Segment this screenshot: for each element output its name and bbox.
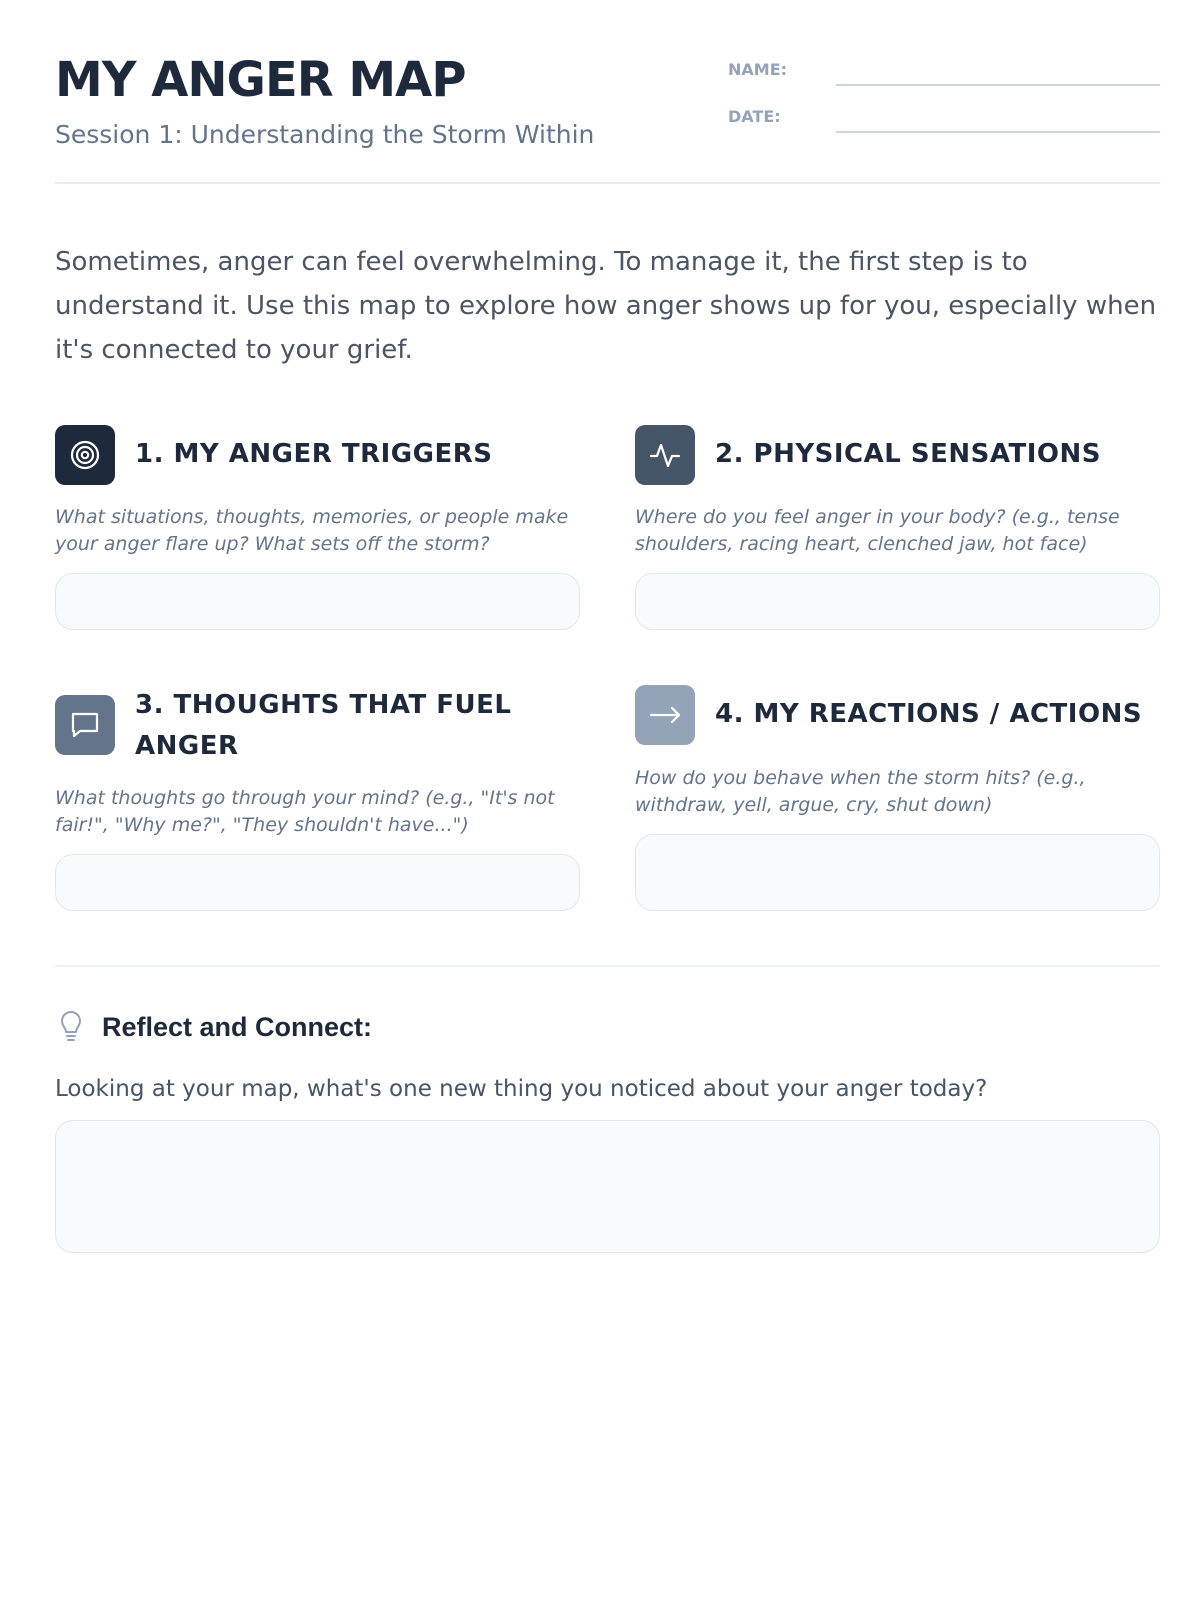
target-icon [55,425,115,485]
name-line[interactable] [836,84,1160,86]
date-field[interactable] [728,107,1160,137]
name-label: NAME: [728,60,788,79]
section-title: 3. THOUGHTS THAT FUEL ANGER [135,690,512,761]
speech-bubble-icon [55,695,115,755]
worksheet-page [55,0,1160,1600]
section-title: 1. MY ANGER TRIGGERS [135,439,493,469]
section-prompt: What situations, thoughts, memories, or people make your anger flare up? What sets off the storm? [55,506,569,555]
page-subtitle: Session 1: Understanding the Storm Within [55,120,595,149]
arrow-right-icon [635,685,695,745]
section-prompt: Where do you feel anger in your body? (e.g., tense shoulders, racing heart, clenched jaw, hot face) [635,506,1120,555]
reflect-question: Looking at your map, what's one new thing you noticed about your anger today? [55,1076,988,1102]
header-divider [55,182,1160,184]
date-label: DATE: [728,107,781,126]
triggers-answer-box[interactable] [55,573,580,630]
section-prompt: How do you behave when the storm hits? (e.g., withdraw, yell, argue, cry, shut down) [635,767,1086,816]
reflect-title: Reflect and Connect: [102,1012,373,1042]
reactions-answer-box[interactable] [635,834,1160,911]
lightbulb-icon [55,1010,87,1044]
pulse-icon [635,425,695,485]
reflect-answer-box[interactable] [55,1120,1160,1253]
sensations-answer-box[interactable] [635,573,1160,630]
section-title: 2. PHYSICAL SENSATIONS [715,439,1101,469]
date-line[interactable] [836,131,1160,133]
section-prompt: What thoughts go through your mind? (e.g., "It's not fair!", "Why me?", "They shouldn't have...") [55,787,555,836]
page-title: MY ANGER MAP [55,52,466,108]
intro-text: Sometimes, anger can feel overwhelming. To manage it, the first step is to understand it. Use this map to explore how anger shows up for you, especially when it's connected to your grief. [55,247,1157,365]
section-title: 4. MY REACTIONS / ACTIONS [715,699,1143,729]
section-divider [55,965,1160,967]
thoughts-answer-box[interactable] [55,854,580,911]
name-field[interactable] [728,60,1160,90]
